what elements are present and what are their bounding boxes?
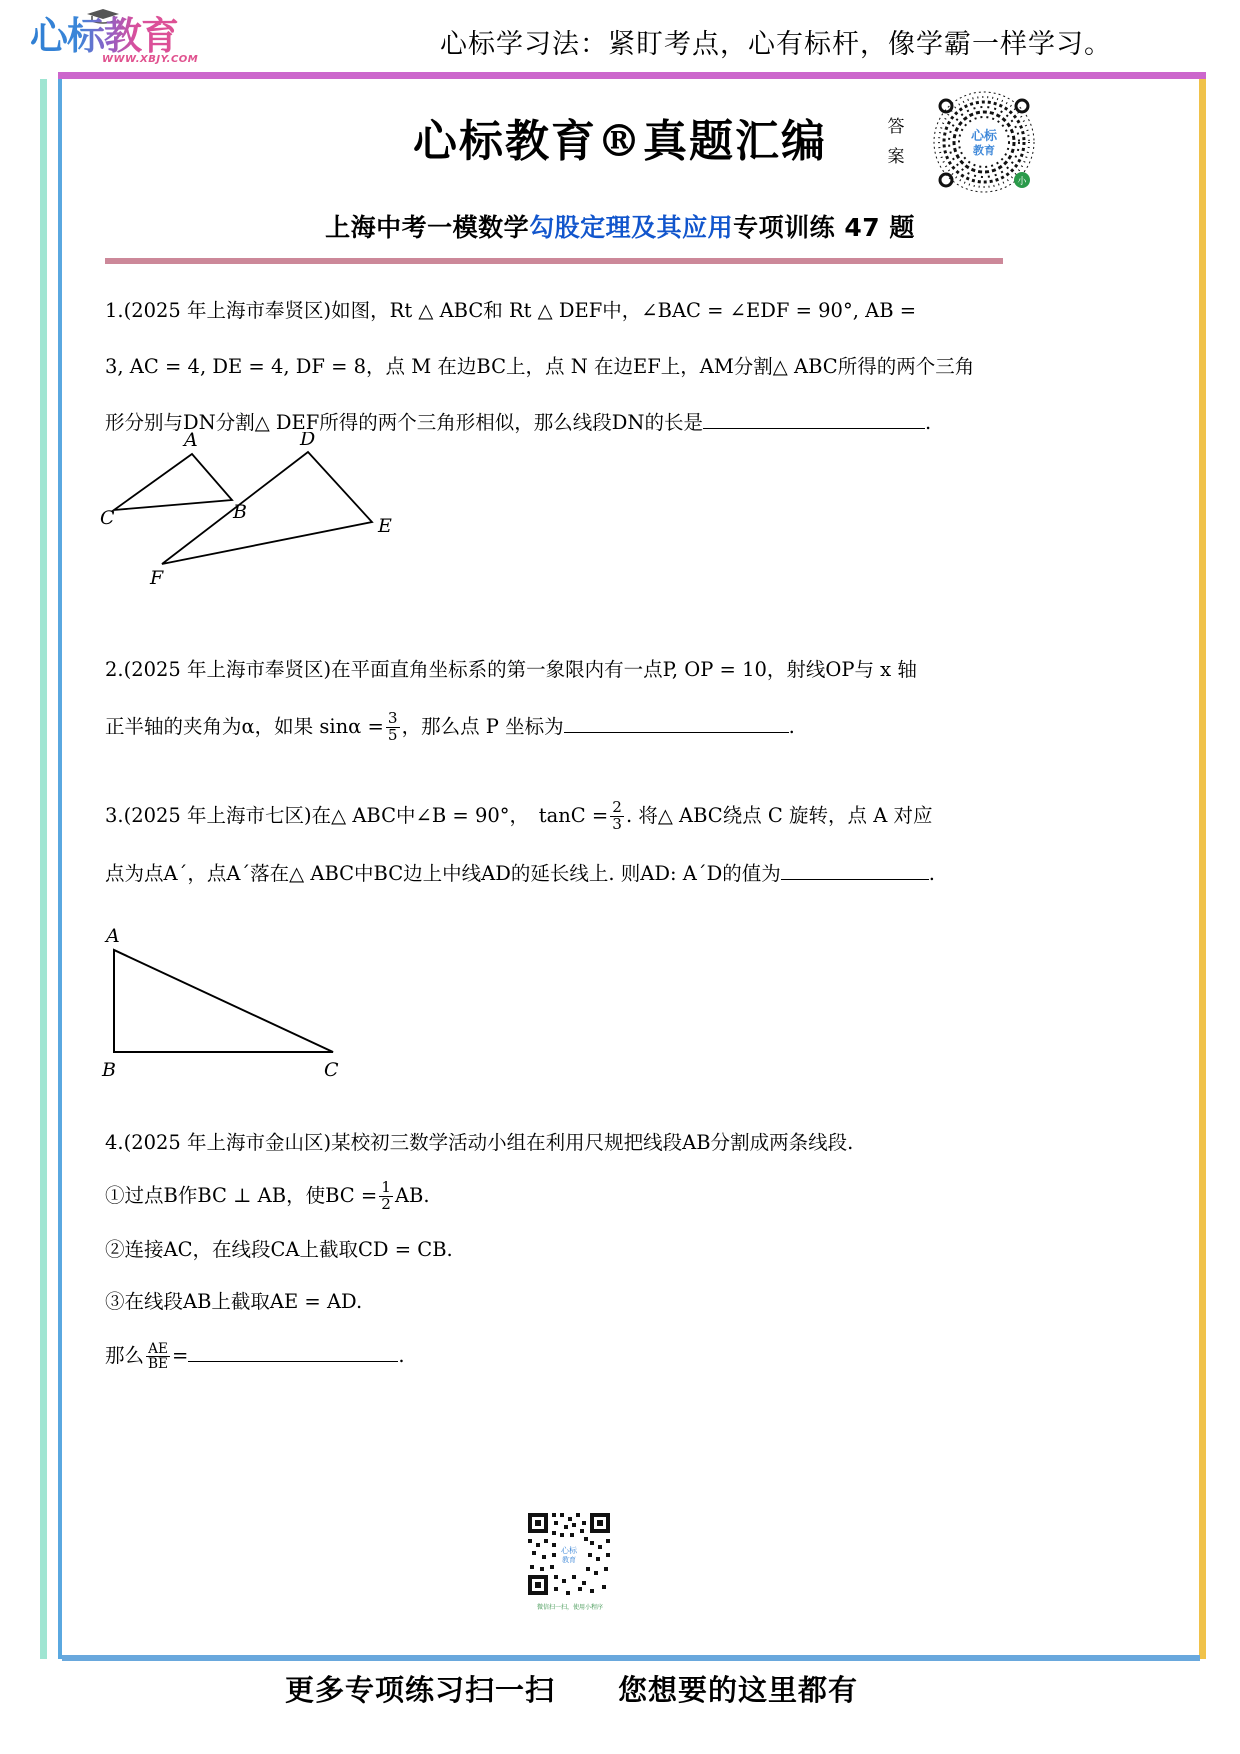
question-2-fraction-numerator: 3 xyxy=(387,709,398,727)
question-2-line-2 xyxy=(105,711,1005,744)
answer-badge-char-1: 答 xyxy=(887,117,905,137)
question-4-step-1-text-a: ①过点B作BC ⊥ AB，使BC = xyxy=(105,1184,378,1208)
question-4-step-4-fraction-denominator: BE xyxy=(148,1356,168,1373)
question-3 xyxy=(105,800,1005,915)
question-3-fraction-numerator: 2 xyxy=(612,798,622,816)
question-2-text-2a: 正半轴的夹角为α，如果 sinα = xyxy=(105,715,384,739)
brand-logo xyxy=(30,14,200,70)
footer-qr-caption: 微信扫一扫，使用小程序 xyxy=(536,1604,603,1611)
document-title: 心标教育®真题汇编 xyxy=(413,116,827,167)
question-1-text-2: 3, AC = 4, DE = 4, DF = 8，点 M 在边BC上，点 N 在边EF上，AM分割△ ABC所得的两个三角 xyxy=(105,355,975,378)
question-3-source: (2025 年上海市七区) xyxy=(123,804,312,828)
question-4-step-1 xyxy=(105,1180,1005,1213)
question-3-text-1a: 在△ ABC中∠B = 90°， tanC = xyxy=(311,804,609,828)
question-4-step-4 xyxy=(105,1341,1005,1371)
question-4-step-4-fraction-numerator: AE xyxy=(148,1340,168,1357)
question-3-text-2: 点为点A´，点A´落在△ ABC中BC边上中线AD的延长线上. 则AD: A´D的值为 xyxy=(105,861,781,885)
question-4-step-4-text-b: = xyxy=(172,1343,189,1367)
question-2-text-2-tail: . xyxy=(788,715,795,739)
question-1-text-3: 形分别与DN分割△ DEF所得的两个三角形相似，那么线段DN的长是 xyxy=(105,411,703,434)
question-1-source: (2025 年上海市奉贤区) xyxy=(123,299,332,322)
question-1-figure xyxy=(100,432,430,602)
question-4-step-4-tail: . xyxy=(398,1343,405,1367)
question-4-line-1 xyxy=(105,1128,1005,1158)
question-1-label-E: E xyxy=(378,515,392,537)
subtitle-suffix: 专项训练 47 题 xyxy=(733,213,915,242)
svg-text:教育: 教育 xyxy=(973,144,995,157)
question-3-text-2-tail: . xyxy=(928,861,935,885)
svg-text:小: 小 xyxy=(1017,177,1027,187)
question-4-source: (2025 年上海市金山区) xyxy=(123,1131,332,1154)
answer-badge-char-2: 案 xyxy=(887,147,905,167)
frame-left-inner-bar xyxy=(58,79,62,1659)
question-4-step-2 xyxy=(105,1235,1005,1265)
svg-text:教育: 教育 xyxy=(562,1556,576,1564)
question-2-source: (2025 年上海市奉贤区) xyxy=(123,658,332,681)
frame-right-outer-bar xyxy=(1199,79,1206,1659)
title-divider-rule xyxy=(105,258,1003,264)
brand-logo-text: 心标教育 xyxy=(30,14,200,58)
question-4-step-1-fraction-denominator: 2 xyxy=(381,1194,391,1213)
question-1-answer-blank[interactable] xyxy=(703,412,925,429)
subtitle-prefix: 上海中考一模数学 xyxy=(325,213,530,242)
question-3-answer-blank[interactable] xyxy=(781,863,929,880)
question-4-step-1-fraction xyxy=(379,1180,393,1213)
question-4 xyxy=(105,1128,1005,1397)
question-3-label-A: A xyxy=(106,928,120,947)
svg-text:心标: 心标 xyxy=(970,129,998,144)
question-4-step-4-text-a: 那么 xyxy=(105,1343,145,1367)
question-2-answer-blank[interactable] xyxy=(564,716,789,733)
question-1-number: 1. xyxy=(105,299,124,322)
answer-badge-label xyxy=(884,112,908,172)
question-4-text-1: 某校初三数学活动小组在利用尺规把线段AB分割成两条线段. xyxy=(331,1131,854,1154)
question-2-text-1: 在平面直角坐标系的第一象限内有一点P, OP = 10，射线OP与 x 轴 xyxy=(331,658,917,681)
page-header xyxy=(0,0,1240,78)
question-2-number: 2. xyxy=(105,658,124,681)
footer-text-left: 更多专项练习扫一扫 xyxy=(285,1673,556,1707)
document-subtitle xyxy=(0,208,1240,244)
question-1-line-1 xyxy=(105,296,1005,326)
question-4-step-4-fraction xyxy=(146,1342,170,1372)
question-1-line-2 xyxy=(105,352,1005,382)
question-2-fraction xyxy=(386,711,400,744)
question-3-figure xyxy=(96,928,396,1088)
question-3-number: 3. xyxy=(105,804,124,828)
question-4-step-2-text: ②连接AC，在线段CA上截取CD = CB. xyxy=(105,1237,453,1261)
question-3-fraction xyxy=(610,800,624,833)
question-4-step-3-text: ③在线段AB上截取AE = AD. xyxy=(105,1289,363,1313)
question-3-fraction-denominator: 3 xyxy=(612,814,622,833)
question-2-line-1 xyxy=(105,655,1005,685)
header-slogan: 心标学习法：紧盯考点，心有标杆，像学霸一样学习。 xyxy=(440,29,1112,60)
question-3-text-1b: . 将△ ABC绕点 C 旋转，点 A 对应 xyxy=(625,804,933,828)
footer-text-right: 您想要的这里都有 xyxy=(618,1673,859,1707)
question-4-answer-blank[interactable] xyxy=(188,1345,398,1362)
question-1-label-F: F xyxy=(150,567,164,589)
question-4-step-3 xyxy=(105,1287,1005,1317)
question-1-label-D: D xyxy=(300,432,316,450)
question-3-line-1 xyxy=(105,800,1005,833)
footer-qr-code[interactable] xyxy=(524,1509,614,1599)
subtitle-highlight: 勾股定理及其应用 xyxy=(529,213,734,242)
question-4-step-1-text-b: AB. xyxy=(394,1184,430,1208)
question-2 xyxy=(105,655,1005,770)
question-1-label-C: C xyxy=(100,507,115,529)
frame-top-bar xyxy=(58,72,1206,79)
footer-divider-rule xyxy=(62,1655,1200,1661)
question-4-step-1-fraction-numerator: 1 xyxy=(381,1178,391,1196)
question-2-fraction-denominator: 5 xyxy=(387,725,398,744)
brand-logo-url: WWW.XBJY.COM xyxy=(102,54,199,65)
question-1-label-B: B xyxy=(233,501,247,523)
question-1-text-3-tail: . xyxy=(925,411,932,434)
frame-left-outer-bar xyxy=(40,79,47,1659)
answer-qr-code[interactable] xyxy=(930,88,1038,196)
question-1-label-A: A xyxy=(184,432,198,451)
question-1-text-1: 如图，Rt △ ABC和 Rt △ DEF中，∠BAC = ∠EDF = 90°, AB = xyxy=(331,299,917,322)
question-4-number: 4. xyxy=(105,1131,124,1154)
question-3-label-B: B xyxy=(102,1059,116,1081)
svg-text:心标: 心标 xyxy=(561,1546,577,1555)
question-2-text-2b: ，那么点 P 坐标为 xyxy=(401,715,564,739)
question-3-label-C: C xyxy=(324,1059,339,1081)
question-3-line-2 xyxy=(105,859,1005,889)
